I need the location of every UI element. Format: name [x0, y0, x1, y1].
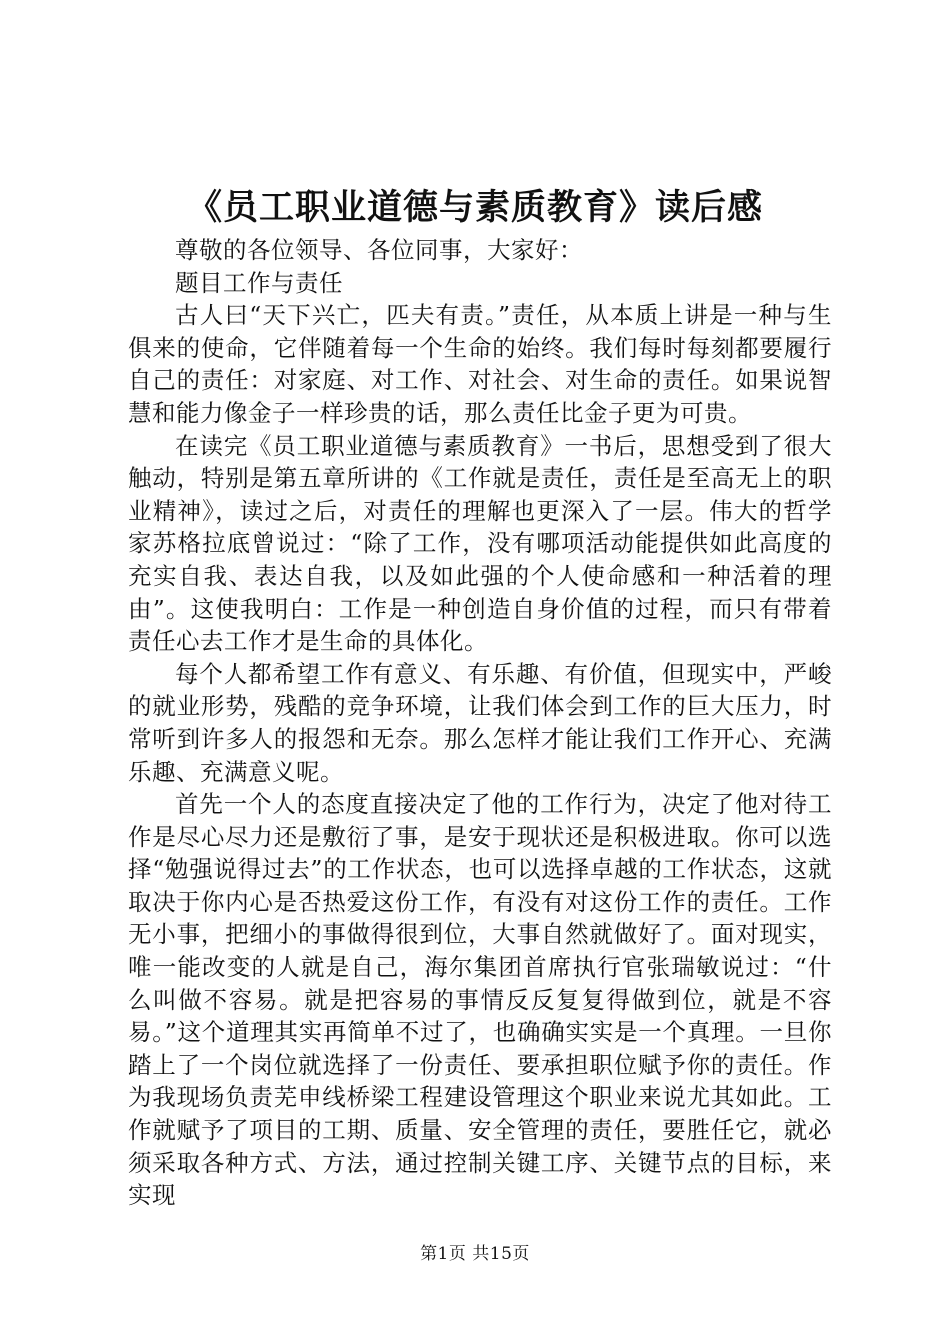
topic-paragraph: 题目工作与责任: [175, 268, 343, 297]
document-body: [128, 234, 832, 1212]
body-paragraph: 首先一个人的态度直接决定了他的工作行为，决定了他对待工作是尽心尽力还是敷衍了事，是安于现状还是积极进取。你可以选择“勉强说得过去”的工作状态，也可以选择卓越的工作状态，这就取决于你内心是否热爱这份工作，有没有对这份工作的责任。工作无小事，把细小的事做得很到位，大事自然就做好了。面对现实，唯一能改变的人就是自己，海尔集团首席执行官张瑞敏说过：“什么叫做不容易。就是把容易的事情反反复复得做到位，就是不容易。”这个道理其实再简单不过了，也确确实实是一个真理。一旦你踏上了一个岗位就选择了一份责任、要承担职位赋予你的责任。作为我现场负责芜申线桥梁工程建设管理这个职业来说尤其如此。工作就赋予了项目的工期、质量、安全管理的责任，要胜任它，就必须采取各种方式、方法，通过控制关键工序、关键节点的目标，来实现: [128, 790, 832, 1210]
greeting-paragraph: 尊敬的各位领导、各位同事，大家好：: [175, 236, 583, 264]
body-paragraph: 在读完《员工职业道德与素质教育》一书后，思想受到了很大触动，特别是第五章所讲的《工作就是责任，责任是至高无上的职业精神》，读过之后，对责任的理解也更深入了一层。伟大的哲学家苏格拉底曾说过：“除了工作，没有哪项活动能提供如此高度的充实自我、表达自我，以及如此强的个人使命感和一种活着的理由”。这使我明白：工作是一种创造自身价值的过程，而只有带着责任心去工作才是生命的具体化。: [128, 431, 832, 656]
body-paragraph: 古人曰“天下兴亡，匹夫有责。”责任，从本质上讲是一种与生俱来的使命，它伴随着每一个生命的始终。我们每时每刻都要履行自己的责任：对家庭、对工作、对社会、对生命的责任。如果说智慧和能力像金子一样珍贵的话，那么责任比金子更为可贵。: [128, 301, 832, 427]
document-title: 《员工职业道德与素质教育》读后感: [186, 187, 763, 228]
page-number-footer: 第1页 共15页: [420, 1244, 530, 1264]
body-paragraph: 每个人都希望工作有意义、有乐趣、有价值，但现实中，严峻的就业形势，残酷的竞争环境，让我们体会到工作的巨大压力，时常听到许多人的报怨和无奈。那么怎样才能让我们工作开心、充满乐趣、充满意义呢。: [128, 659, 832, 786]
